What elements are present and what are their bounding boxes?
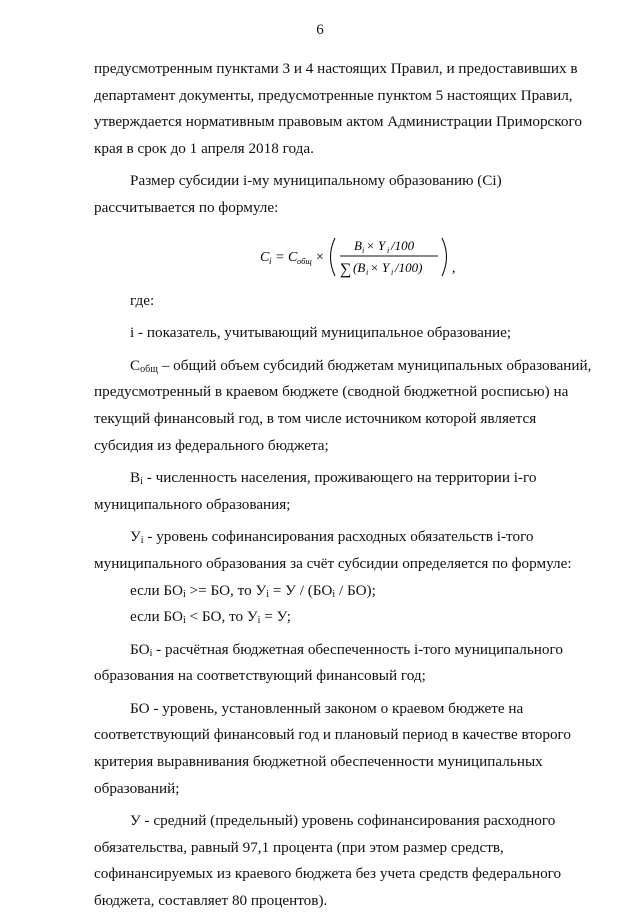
- text-line: предусмотренный в краевом бюджете (сводной бюджетной росписью) на: [94, 383, 569, 401]
- cond-part: = У / (БО: [269, 581, 333, 599]
- text-line: образования на соответствующий финансовый год;: [94, 667, 426, 685]
- cond-subscript: i: [182, 615, 186, 627]
- text-line: У - средний (предельный) уровень софинансирования расходного: [130, 812, 556, 830]
- formula-num-mid: × Y: [366, 237, 386, 253]
- formula-den-end: /100): [395, 259, 423, 275]
- document-body: [94, 56, 598, 915]
- where-label: где:: [130, 291, 155, 309]
- condition-1: [94, 578, 598, 605]
- definition-bo-i: [94, 637, 598, 690]
- formula-c-sub: общ: [297, 255, 312, 266]
- text-line: софинансируемых из краевого бюджета без учета средств федерального: [94, 865, 562, 883]
- subsidy-formula: [94, 226, 598, 282]
- text-line: БО - уровень, установленный законом о краевом бюджете на: [130, 699, 524, 717]
- definition-b: [94, 465, 598, 518]
- cond-subscript: i: [182, 588, 186, 600]
- formula-comma: ,: [452, 260, 456, 276]
- condition-2: [94, 604, 598, 631]
- text-line: [94, 465, 598, 492]
- formula-lhs: C: [260, 249, 270, 265]
- text-line: соответствующий финансовый год и плановый период в качестве второго: [94, 726, 571, 744]
- definition-bo: [94, 696, 598, 802]
- subsidy-size-paragraph: [94, 168, 598, 221]
- symbol: В: [130, 469, 141, 487]
- cond-part: >= БО, то У: [185, 581, 267, 599]
- text-line: предусмотренным пунктами 3 и 4 настоящих Правил, и предоставивших в: [94, 60, 578, 77]
- symbol: У: [130, 528, 141, 546]
- definition-c-total: [94, 353, 598, 459]
- formula-times: ×: [316, 249, 324, 265]
- symbol-subscript: общ: [140, 363, 158, 375]
- text-line: департамент документы, предусмотренные пунктом 5 настоящих Правил,: [94, 86, 573, 104]
- formula-left-paren: [331, 238, 336, 276]
- formula-den-mid: × Y: [370, 259, 390, 275]
- cond-subscript: i: [332, 588, 336, 600]
- cond-part: если БО: [130, 608, 183, 626]
- cond-part: если БО: [130, 581, 183, 599]
- formula-den-sub: i: [366, 267, 369, 277]
- cond-subscript: i: [257, 615, 261, 627]
- text-line: образований;: [94, 779, 180, 797]
- formula-sum-sign: ∑: [340, 260, 352, 278]
- formula-num-sub2: i: [387, 245, 390, 255]
- text-line: [94, 524, 598, 551]
- formula-c: C: [288, 249, 298, 265]
- formula-lhs-sub: i: [269, 255, 272, 266]
- intro-paragraph: [94, 56, 598, 162]
- symbol: С: [130, 356, 141, 374]
- formula-eq: =: [276, 249, 284, 265]
- text-line: муниципального образования;: [94, 495, 291, 513]
- formula-right-paren: [442, 238, 447, 276]
- symbol-subscript: i: [149, 647, 153, 659]
- text-line: бюджета, составляет 80 процентов).: [94, 892, 328, 910]
- text-line-rest: - уровень софинансирования расходных обязательств i-того: [143, 528, 534, 546]
- text-line: рассчитывается по формуле:: [94, 198, 279, 216]
- text-line-rest: - численность населения, проживающего на территории i-го: [142, 469, 537, 487]
- definition-u: [94, 808, 598, 914]
- text-line: [94, 353, 598, 380]
- text-line: края в срок до 1 апреля 2018 года.: [94, 139, 314, 157]
- formula-num-b: B: [354, 237, 362, 253]
- formula-den-sub2: i: [391, 267, 394, 277]
- symbol-subscript: i: [140, 535, 144, 547]
- formula-num-end: /100: [391, 237, 415, 253]
- formula-graphic: [260, 230, 530, 282]
- text-line-rest: - расчётная бюджетная обеспеченность i-того муниципального: [152, 640, 563, 658]
- text-line: обязательства, равный 97,1 процента (при этом размер средств,: [94, 838, 504, 856]
- text-line: Размер субсидии i-му муниципальному образованию (Ci): [130, 172, 502, 190]
- text-line-rest: – общий объем субсидий бюджетам муниципальных образований,: [157, 356, 592, 374]
- text-line: текущий финансовый год, в том числе источником которой является: [94, 409, 537, 427]
- symbol-subscript: i: [140, 476, 143, 488]
- text-line: критерия выравнивания бюджетной обеспеченности муниципальных: [94, 753, 543, 771]
- cond-part: < БО, то У: [185, 608, 258, 626]
- cond-part: = У;: [260, 608, 291, 626]
- symbol: БО: [130, 640, 150, 658]
- definition-y: [94, 524, 598, 577]
- formula-den-open: (B: [353, 259, 366, 275]
- text-line: [94, 637, 598, 664]
- page-number: 6: [316, 22, 324, 38]
- definition-i: i - показатель, учитывающий муниципальное образование;: [130, 324, 512, 342]
- cond-part: / БО);: [335, 581, 376, 599]
- formula-num-sub: i: [362, 245, 365, 255]
- text-line: субсидия из федерального бюджета;: [94, 436, 329, 454]
- text-line: муниципального образования за счёт субсидии определяется по формуле:: [94, 554, 572, 572]
- text-line: утверждается нормативным правовым актом Администрации Приморского: [94, 113, 582, 131]
- cond-subscript: i: [266, 588, 269, 600]
